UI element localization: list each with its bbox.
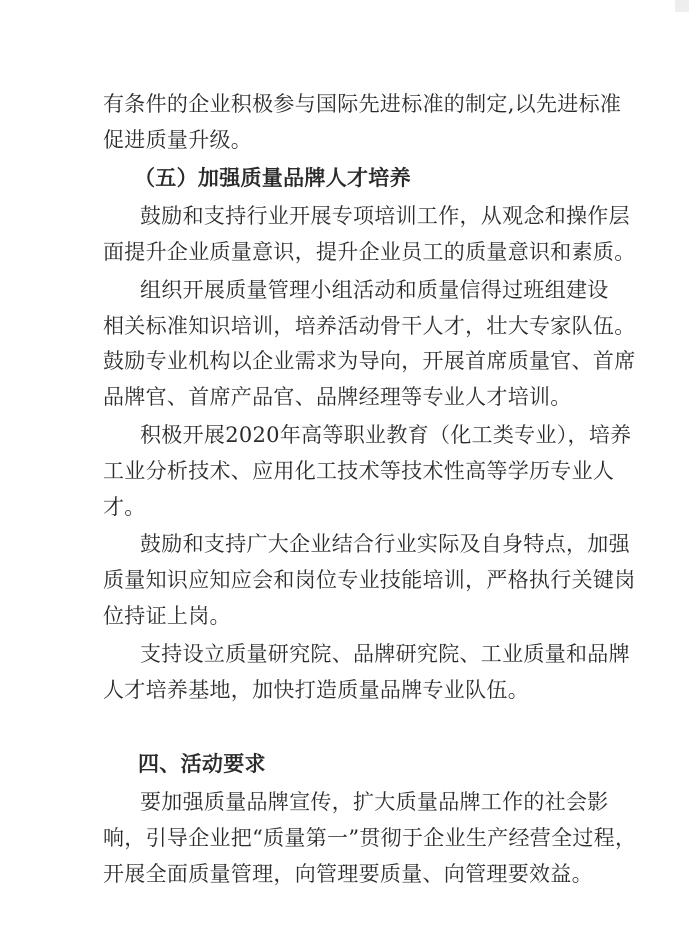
paragraph-line: 有条件的企业积极参与国际先进标准的制定,以先进标准 <box>103 92 622 116</box>
paragraph-line: 鼓励专业机构以企业需求为导向，开展首席质量官、首席 <box>103 349 636 373</box>
paragraph-line: 面提升企业质量意识，提升企业员工的质量意识和素质。 <box>103 240 636 264</box>
paragraph-line: 积极开展2020年高等职业教育（化工类专业），培养 <box>140 423 632 447</box>
paragraph-line: 促进质量升级。 <box>103 128 253 152</box>
section-heading: 四、活动要求 <box>138 751 266 776</box>
paragraph-line: 支持设立质量研究院、品牌研究院、工业质量和品牌 <box>140 642 630 666</box>
section-heading: （五）加强质量品牌人才培养 <box>134 165 411 190</box>
paragraph-line: 响，引导企业把“质量第一”贯彻于企业生产经营全过程， <box>103 826 637 850</box>
paragraph-line: 工业分析技术、应用化工技术等技术性高等学历专业人 <box>103 459 615 483</box>
paragraph-line: 相关标准知识培训，培养活动骨干人才，壮大专家队伍。 <box>103 314 636 338</box>
paragraph-line: 组织开展质量管理小组活动和质量信得过班组建设 <box>140 278 609 302</box>
paragraph-line: 鼓励和支持行业开展专项培训工作，从观念和操作层 <box>140 204 630 228</box>
paragraph-line: 人才培养基地，加快打造质量品牌专业队伍。 <box>103 678 529 702</box>
paragraph-line: 鼓励和支持广大企业结合行业实际及自身特点，加强 <box>140 532 630 556</box>
paragraph-line: 开展全面质量管理，向管理要质量、向管理要效益。 <box>103 862 593 886</box>
paragraph-line: 质量知识应知应会和岗位专业技能培训，严格执行关键岗 <box>103 568 636 592</box>
paragraph-line: 位持证上岗。 <box>103 604 231 628</box>
paragraph-line: 要加强质量品牌宣传，扩大质量品牌工作的社会影 <box>140 790 609 814</box>
paragraph-line: 品牌官、首席产品官、品牌经理等专业人才培训。 <box>103 385 572 409</box>
corner-mark <box>675 0 689 12</box>
paragraph-line: 才。 <box>103 495 146 519</box>
